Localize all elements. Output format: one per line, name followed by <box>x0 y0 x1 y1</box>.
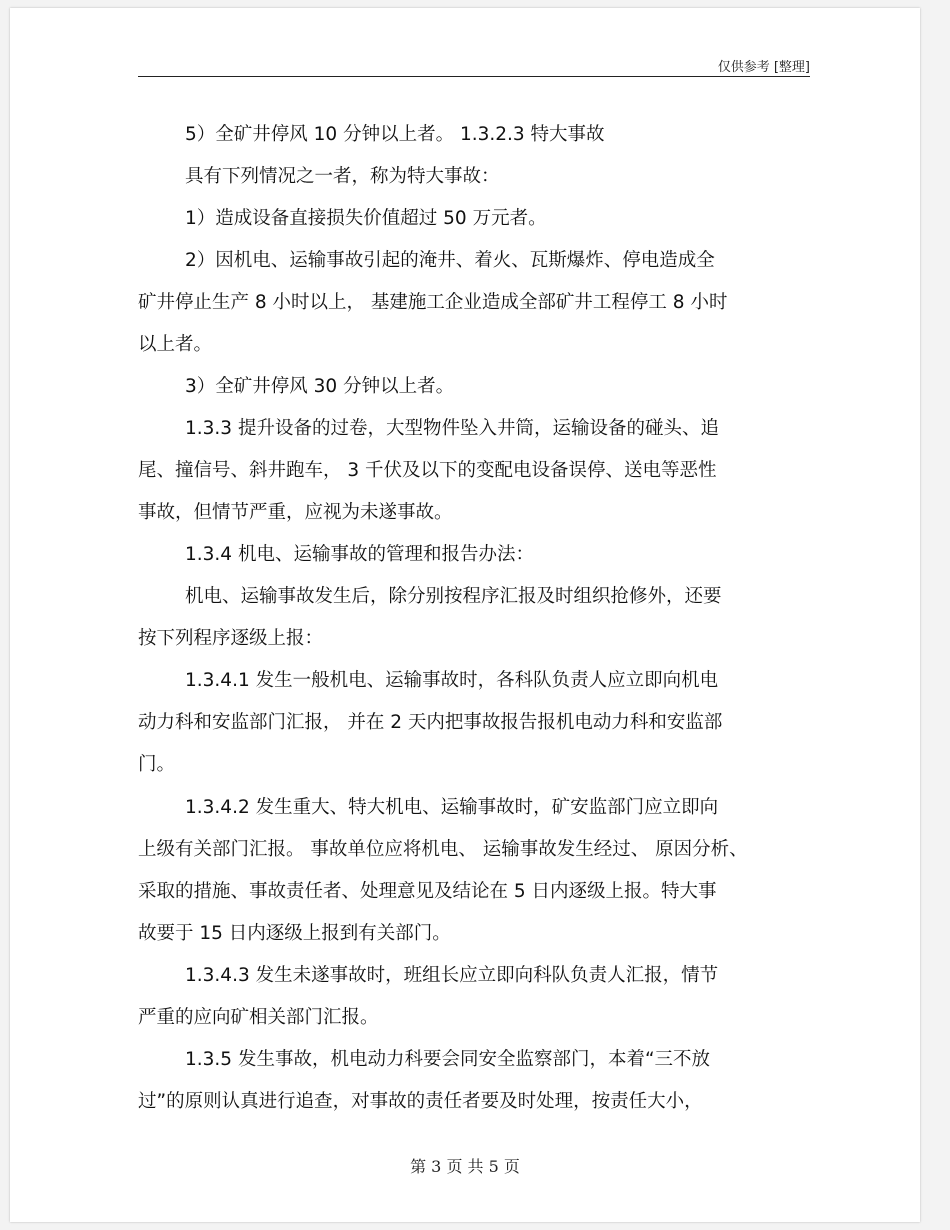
document-body <box>138 114 810 1123</box>
body-line: 故要于 15 日内逐级上报到有关部门。 <box>138 923 451 944</box>
body-line: 3）全矿井停风 30 分钟以上者。 <box>185 376 455 397</box>
body-line: 1.3.4.3 发生未遂事故时，班组长应立即向科队负责人汇报，情节 <box>185 965 719 986</box>
page-footer: 第 3 页 共 5 页 <box>410 1157 520 1176</box>
body-line: 机电、运输事故发生后，除分别按程序汇报及时组织抢修外，还要 <box>185 586 722 607</box>
body-line: 2）因机电、运输事故引起的淹井、着火、瓦斯爆炸、停电造成全 <box>185 250 715 271</box>
body-line: 1.3.5 发生事故，机电动力科要会同安全监察部门，本着“三不放 <box>185 1049 711 1070</box>
body-line: 门。 <box>138 754 176 775</box>
body-line: 具有下列情况之一者，称为特大事故： <box>185 166 500 187</box>
body-line: 1）造成设备直接损失价值超过 50 万元者。 <box>185 208 547 229</box>
body-line: 1.3.4.2 发生重大、特大机电、运输事故时，矿安监部门应立即向 <box>185 797 719 818</box>
body-line: 严重的应向矿相关部门汇报。 <box>138 1007 379 1028</box>
header-divider <box>138 76 810 77</box>
body-line: 1.3.4.1 发生一般机电、运输事故时，各科队负责人应立即向机电 <box>185 670 719 691</box>
body-line: 事故，但情节严重，应视为未遂事故。 <box>138 502 453 523</box>
body-line: 矿井停止生产 8 小时以上， 基建施工企业造成全部矿井工程停工 8 小时 <box>138 292 728 313</box>
body-line: 尾、撞信号、斜井跑车， 3 千伏及以下的变配电设备误停、送电等恶性 <box>138 460 717 481</box>
page-header: 仅供参考 [整理] <box>717 60 810 75</box>
body-line: 采取的措施、事故责任者、处理意见及结论在 5 日内逐级上报。特大事 <box>138 881 717 902</box>
body-line: 1.3.3 提升设备的过卷，大型物件坠入井筒，运输设备的碰头、追 <box>185 418 719 439</box>
body-line: 动力科和安监部门汇报， 并在 2 天内把事故报告报机电动力科和安监部 <box>138 712 723 733</box>
body-line: 上级有关部门汇报。 事故单位应将机电、 运输事故发生经过、 原因分析、 <box>138 839 748 860</box>
body-line: 1.3.4 机电、运输事故的管理和报告办法： <box>185 544 534 565</box>
document-page <box>10 8 920 1222</box>
body-line: 以上者。 <box>138 334 213 355</box>
body-line: 按下列程序逐级上报： <box>138 628 324 649</box>
body-line: 5）全矿井停风 10 分钟以上者。 1.3.2.3 特大事故 <box>185 124 605 145</box>
body-line: 过”的原则认真进行追查，对事故的责任者要及时处理，按责任大小， <box>138 1091 703 1112</box>
